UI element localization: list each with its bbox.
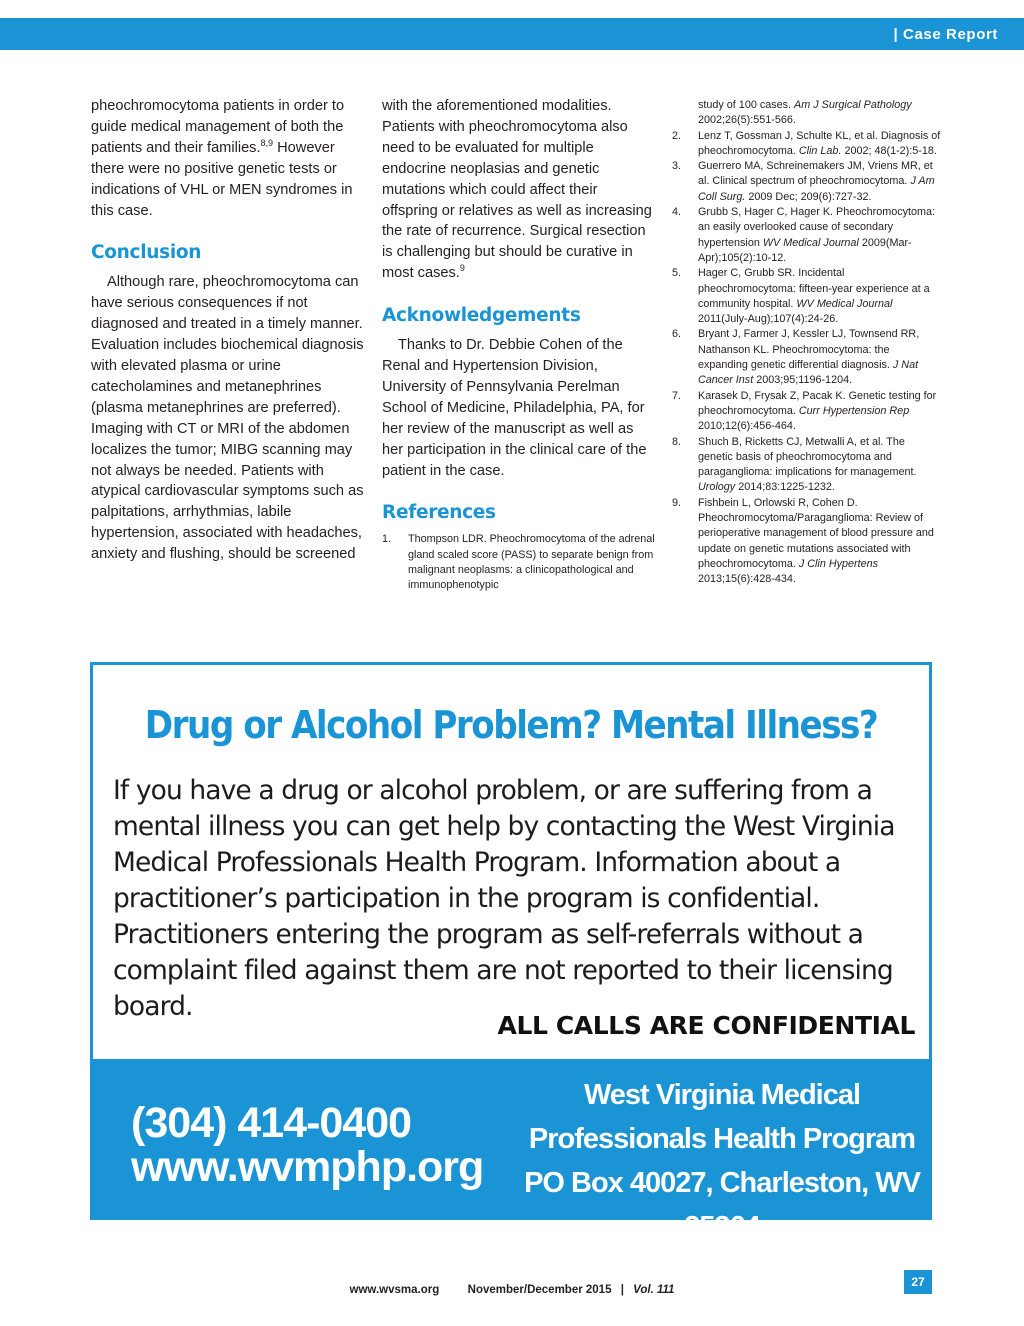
paragraph-text: with the aforementioned modalities. Patients with pheochromocytoma also need to be evaluated for multiple endocrine neoplasias and genetic mutations which could affect their offspring or relatives as well as increasing the rate of recurrence. Surgical resection is challenging but should be curative in most cases. [382, 98, 652, 282]
reference-number: 4. [672, 206, 682, 219]
org-name-line1: West Virginia Medical [583, 1079, 861, 1111]
advertisement [90, 662, 932, 1243]
reference-citation: 2014;83:1225-1232. [735, 481, 835, 494]
reference-journal: J Nat Cancer Inst [698, 359, 919, 387]
paragraph-text: However there were no positive genetic tests or indications of VHL or MEN syndromes in this case. [91, 139, 353, 219]
reference-text: Karasek D, Frysak Z, Pacak K. Genetic testing for pheochromocytoma. [698, 389, 937, 417]
reference-text: Shuch B, Ricketts CJ, Metwalli A, et al. The genetic basis of pheochromocytoma and paraganglioma: implications for management. [698, 435, 917, 479]
reference-number: 6. [672, 328, 682, 341]
acknowledgements-heading: Acknowledgements [382, 305, 581, 327]
reference-text: Guerrero MA, Schreinemakers JM, Vriens MR, et al. Clinical spectrum of pheochromocytoma. [698, 160, 933, 188]
ad-confidential-note: ALL CALLS ARE CONFIDENTIAL [497, 1011, 915, 1040]
paragraph [91, 96, 366, 221]
citation: 8,9 [260, 137, 274, 148]
reference-citation: 2002; 48(1-2):5-18. [841, 144, 937, 157]
page-footer [0, 1284, 1024, 1296]
reference-number: 2. [672, 129, 682, 142]
reference-journal: Clin Lab. [798, 144, 842, 157]
column-1 [91, 96, 366, 565]
reference-item [672, 159, 942, 205]
footer-issue: November/December 2015 [467, 1284, 612, 1296]
reference-item-continued [672, 98, 942, 129]
footer-volume: Vol. 111 [633, 1284, 675, 1296]
reference-journal: WV Medical Journal [762, 236, 859, 249]
references-heading: References [382, 502, 496, 524]
reference-list [672, 129, 942, 588]
reference-item [672, 266, 942, 327]
reference-journal: Am J Surgical Pathology [794, 99, 912, 111]
reference-citation: 2011(July-Aug);107(4):24-26. [698, 313, 839, 326]
section-header-bar [0, 18, 1024, 50]
reference-item [672, 389, 942, 435]
column-3 [672, 98, 942, 588]
reference-citation: 2010;12(6):456-464. [698, 420, 796, 433]
acknowledgements-text: Thanks to Dr. Debbie Cohen of the Renal and Hypertension Division, University of Pennsylvania Perelman School of Medicine, Philadelphia, PA, for her review of the manuscript as well as her participation in the clinical care of the patient in the case. [382, 337, 647, 479]
page-number: 27 [904, 1270, 932, 1294]
reference-citation: 2009 Dec; 209(6):727-32. [745, 190, 872, 203]
reference-number: 9. [672, 496, 682, 509]
citation: 9 [459, 263, 465, 274]
phone-number[interactable]: (304) 414-0400 [131, 1099, 412, 1147]
reference-citation: 2013;15(6):428-434. [698, 573, 796, 586]
org-address: PO Box 40027, Charleston, WV 25364 [524, 1167, 920, 1243]
ad-contact-panel [93, 1059, 929, 1243]
footer-separator: | [620, 1284, 624, 1296]
reference-text: Grubb S, Hager C, Hager K. Pheochromocytoma: an easily overlooked cause of secondary hypertension [698, 206, 936, 249]
paragraph [382, 96, 657, 284]
reference-journal: Urology [698, 481, 736, 494]
reference-text: Thompson LDR. Pheochromocytoma of the adrenal gland scaled score (PASS) to separate benign from malignant neoplasms: a clinicopathological and immunophenotypic [408, 533, 655, 592]
reference-journal: J Clin Hypertens [798, 557, 879, 570]
column-2 [382, 96, 657, 594]
reference-item [672, 129, 942, 160]
reference-item [672, 205, 942, 266]
reference-item [672, 327, 942, 388]
reference-number: 5. [672, 267, 682, 280]
ad-body: If you have a drug or alcohol problem, or are suffering from a mental illness you can get help by contacting the West Virginia Medical Professionals Health Program. Information about a practitioner’s participation in the program is confidential. Practitioners entering the program as self-referrals without a complaint filed against them are not reported to their licensing board. [113, 775, 895, 1022]
conclusion-heading: Conclusion [91, 242, 202, 264]
reference-citation: 2003;95;1196-1204. [753, 374, 853, 387]
website-link[interactable]: www.wvmphp.org [131, 1143, 484, 1191]
reference-number: 7. [672, 389, 682, 402]
reference-citation: 2009(Mar-Apr);105(2):10-12. [698, 236, 912, 264]
org-name-line2: Professionals Health Program [528, 1123, 916, 1155]
reference-text: Bryant J, Farmer J, Kessler LJ, Townsend RR, Nathanson KL. Pheochromocytoma: the expanding genetic differential diagnosis. [698, 328, 920, 372]
section-label: | Case Report [893, 26, 998, 43]
reference-journal: WV Medical Journal [796, 297, 893, 310]
reference-number: 1. [382, 533, 392, 546]
ad-organization [517, 1073, 927, 1249]
reference-text: Fishbein L, Orlowski R, Cohen D. Pheochromocytoma/Paraganglioma: Review of perioperative management of blood pressure and update on genetic mutations associated with pheochromocytoma. [698, 496, 934, 570]
ad-headline: Drug or Alcohol Problem? Mental Illness? [144, 703, 878, 747]
reference-journal: J Am Coll Surg. [698, 175, 935, 203]
reference-item [672, 435, 942, 496]
reference-item [382, 532, 657, 593]
ad-contact-block [131, 1101, 483, 1189]
reference-citation: 2002;26(5):551-566. [698, 114, 796, 127]
reference-text: Lenz T, Gossman J, Schulte KL, et al. Diagnosis of pheochromocytoma. [698, 129, 941, 157]
reference-list [382, 532, 657, 593]
reference-text: study of 100 cases. [698, 99, 795, 111]
reference-journal: Curr Hypertension Rep [798, 404, 910, 417]
reference-number: 8. [672, 435, 682, 448]
reference-text: Hager C, Grubb SR. Incidental pheochromocytoma: fifteen-year experience at a community hospital. [698, 267, 930, 310]
reference-item [672, 496, 942, 588]
footer-site[interactable]: www.wvsma.org [349, 1284, 440, 1296]
reference-number: 3. [672, 160, 682, 173]
paragraph-text: pheochromocytoma patients in order to guide medical management of both the patients and their families. [91, 98, 345, 156]
conclusion-text: Although rare, pheochromocytoma can have serious consequences if not diagnosed and treated in a timely manner. Evaluation includes biochemical diagnosis with elevated plasma or urine catecholamines and metanephrines (plasma metanephrines are preferred). Imaging with CT or MRI of the abdomen localizes the tumor; MIBG scanning may not always be needed. Patients with atypical cardiovascular symptoms such as palpitations, arrhythmias, labile hypertension, associated with headaches, anxiety and flushing, should be screened [91, 274, 364, 563]
